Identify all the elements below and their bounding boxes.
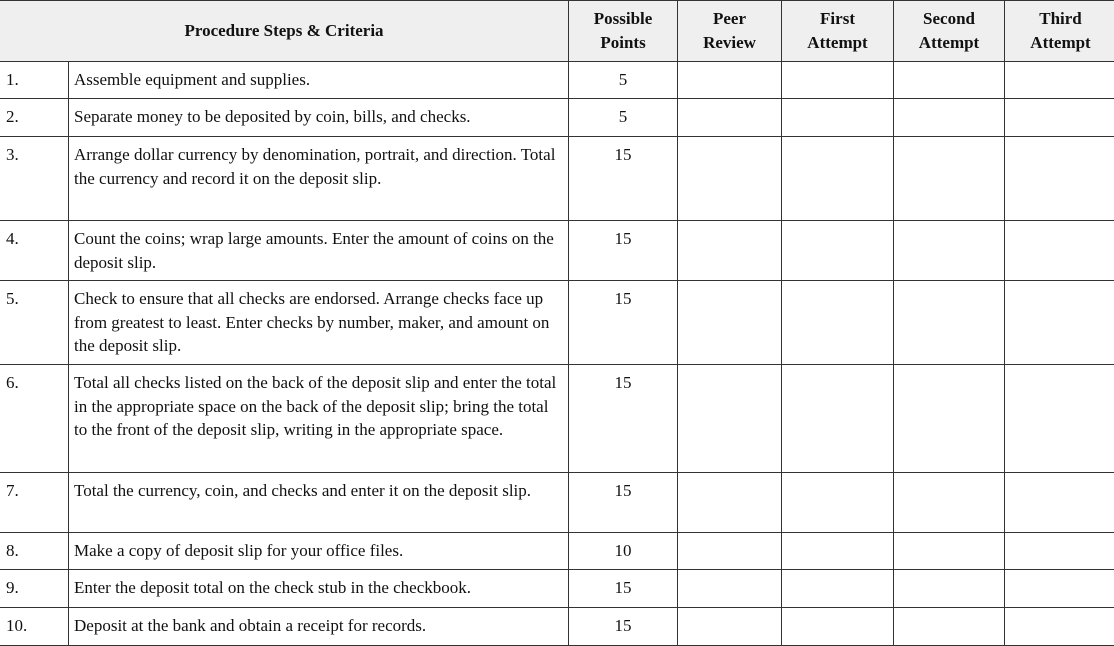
second-attempt-cell[interactable] bbox=[894, 608, 1005, 646]
step-number: 7. bbox=[0, 473, 69, 533]
second-attempt-cell[interactable] bbox=[894, 365, 1005, 473]
third-attempt-cell[interactable] bbox=[1005, 221, 1114, 281]
table-row bbox=[0, 137, 1114, 221]
header-peer-review-line2: Review bbox=[703, 33, 756, 52]
table-row bbox=[0, 365, 1114, 473]
peer-review-cell[interactable] bbox=[678, 99, 782, 137]
step-number: 9. bbox=[0, 570, 69, 608]
first-attempt-cell[interactable] bbox=[782, 62, 894, 99]
second-attempt-cell[interactable] bbox=[894, 570, 1005, 608]
peer-review-cell[interactable] bbox=[678, 570, 782, 608]
third-attempt-cell[interactable] bbox=[1005, 62, 1114, 99]
possible-points-cell: 15 bbox=[569, 281, 678, 365]
third-attempt-cell[interactable] bbox=[1005, 473, 1114, 533]
second-attempt-cell[interactable] bbox=[894, 62, 1005, 99]
step-description: Deposit at the bank and obtain a receipt for records. bbox=[69, 608, 569, 646]
first-attempt-cell[interactable] bbox=[782, 365, 894, 473]
possible-points-cell: 15 bbox=[569, 365, 678, 473]
step-description: Check to ensure that all checks are endorsed. Arrange checks face up from greatest to least. Enter checks by number, maker, and amount on the deposit slip. bbox=[69, 281, 569, 365]
header-procedure-steps bbox=[0, 1, 569, 62]
header-possible-points-line1: Possible bbox=[593, 9, 653, 28]
header-row bbox=[0, 1, 1114, 62]
peer-review-cell[interactable] bbox=[678, 365, 782, 473]
step-number: 6. bbox=[0, 365, 69, 473]
peer-review-cell[interactable] bbox=[678, 281, 782, 365]
first-attempt-cell[interactable] bbox=[782, 473, 894, 533]
header-second-attempt bbox=[894, 1, 1005, 62]
step-number: 8. bbox=[0, 533, 69, 570]
possible-points-cell: 5 bbox=[569, 99, 678, 137]
third-attempt-cell[interactable] bbox=[1005, 533, 1114, 570]
possible-points-cell: 15 bbox=[569, 137, 678, 221]
table-row bbox=[0, 533, 1114, 570]
header-third-attempt-line1: Third bbox=[1039, 9, 1082, 28]
table-row bbox=[0, 221, 1114, 281]
second-attempt-cell[interactable] bbox=[894, 221, 1005, 281]
third-attempt-cell[interactable] bbox=[1005, 608, 1114, 646]
step-number: 10. bbox=[0, 608, 69, 646]
step-number: 4. bbox=[0, 221, 69, 281]
second-attempt-cell[interactable] bbox=[894, 281, 1005, 365]
peer-review-cell[interactable] bbox=[678, 221, 782, 281]
second-attempt-cell[interactable] bbox=[894, 473, 1005, 533]
step-description: Arrange dollar currency by denomination, portrait, and direction. Total the currency and record it on the deposit slip. bbox=[69, 137, 569, 221]
step-description: Total all checks listed on the back of the deposit slip and enter the total in the appropriate space on the back of the deposit slip; bring the total to the front of the deposit slip, writing in the appropriate space. bbox=[69, 365, 569, 473]
possible-points-cell: 10 bbox=[569, 533, 678, 570]
step-description: Total the currency, coin, and checks and enter it on the deposit slip. bbox=[69, 473, 569, 533]
peer-review-cell[interactable] bbox=[678, 608, 782, 646]
step-number: 5. bbox=[0, 281, 69, 365]
header-third-attempt-line2: Attempt bbox=[1030, 33, 1091, 52]
header-first-attempt-line2: Attempt bbox=[807, 33, 868, 52]
second-attempt-cell[interactable] bbox=[894, 99, 1005, 137]
first-attempt-cell[interactable] bbox=[782, 99, 894, 137]
table-row bbox=[0, 281, 1114, 365]
header-peer-review-line1: Peer bbox=[713, 9, 747, 28]
second-attempt-cell[interactable] bbox=[894, 533, 1005, 570]
third-attempt-cell[interactable] bbox=[1005, 365, 1114, 473]
table-row bbox=[0, 570, 1114, 608]
first-attempt-cell[interactable] bbox=[782, 137, 894, 221]
third-attempt-cell[interactable] bbox=[1005, 570, 1114, 608]
first-attempt-cell[interactable] bbox=[782, 570, 894, 608]
header-first-attempt bbox=[782, 1, 894, 62]
first-attempt-cell[interactable] bbox=[782, 608, 894, 646]
first-attempt-cell[interactable] bbox=[782, 533, 894, 570]
possible-points-cell: 15 bbox=[569, 608, 678, 646]
header-second-attempt-line1: Second bbox=[923, 9, 975, 28]
step-description: Separate money to be deposited by coin, bills, and checks. bbox=[69, 99, 569, 137]
step-description: Count the coins; wrap large amounts. Enter the amount of coins on the deposit slip. bbox=[69, 221, 569, 281]
peer-review-cell[interactable] bbox=[678, 137, 782, 221]
third-attempt-cell[interactable] bbox=[1005, 137, 1114, 221]
possible-points-cell: 5 bbox=[569, 62, 678, 99]
header-second-attempt-line2: Attempt bbox=[918, 33, 980, 52]
step-description: Enter the deposit total on the check stub in the checkbook. bbox=[69, 570, 569, 608]
peer-review-cell[interactable] bbox=[678, 533, 782, 570]
table-row bbox=[0, 62, 1114, 99]
step-description: Assemble equipment and supplies. bbox=[69, 62, 569, 99]
step-number: 1. bbox=[0, 62, 69, 99]
second-attempt-cell[interactable] bbox=[894, 137, 1005, 221]
header-possible-points-line2: Points bbox=[600, 33, 646, 52]
header-procedure-steps-label: Procedure Steps & Criteria bbox=[184, 21, 384, 40]
header-third-attempt bbox=[1005, 1, 1114, 62]
header-first-attempt-line1: First bbox=[820, 9, 855, 28]
possible-points-cell: 15 bbox=[569, 221, 678, 281]
header-peer-review bbox=[678, 1, 782, 62]
third-attempt-cell[interactable] bbox=[1005, 99, 1114, 137]
possible-points-cell: 15 bbox=[569, 570, 678, 608]
peer-review-cell[interactable] bbox=[678, 473, 782, 533]
first-attempt-cell[interactable] bbox=[782, 221, 894, 281]
table-row bbox=[0, 99, 1114, 137]
table-row bbox=[0, 608, 1114, 646]
header-possible-points bbox=[569, 1, 678, 62]
step-description: Make a copy of deposit slip for your office files. bbox=[69, 533, 569, 570]
possible-points-cell: 15 bbox=[569, 473, 678, 533]
peer-review-cell[interactable] bbox=[678, 62, 782, 99]
step-number: 3. bbox=[0, 137, 69, 221]
table-row bbox=[0, 473, 1114, 533]
step-number: 2. bbox=[0, 99, 69, 137]
first-attempt-cell[interactable] bbox=[782, 281, 894, 365]
third-attempt-cell[interactable] bbox=[1005, 281, 1114, 365]
